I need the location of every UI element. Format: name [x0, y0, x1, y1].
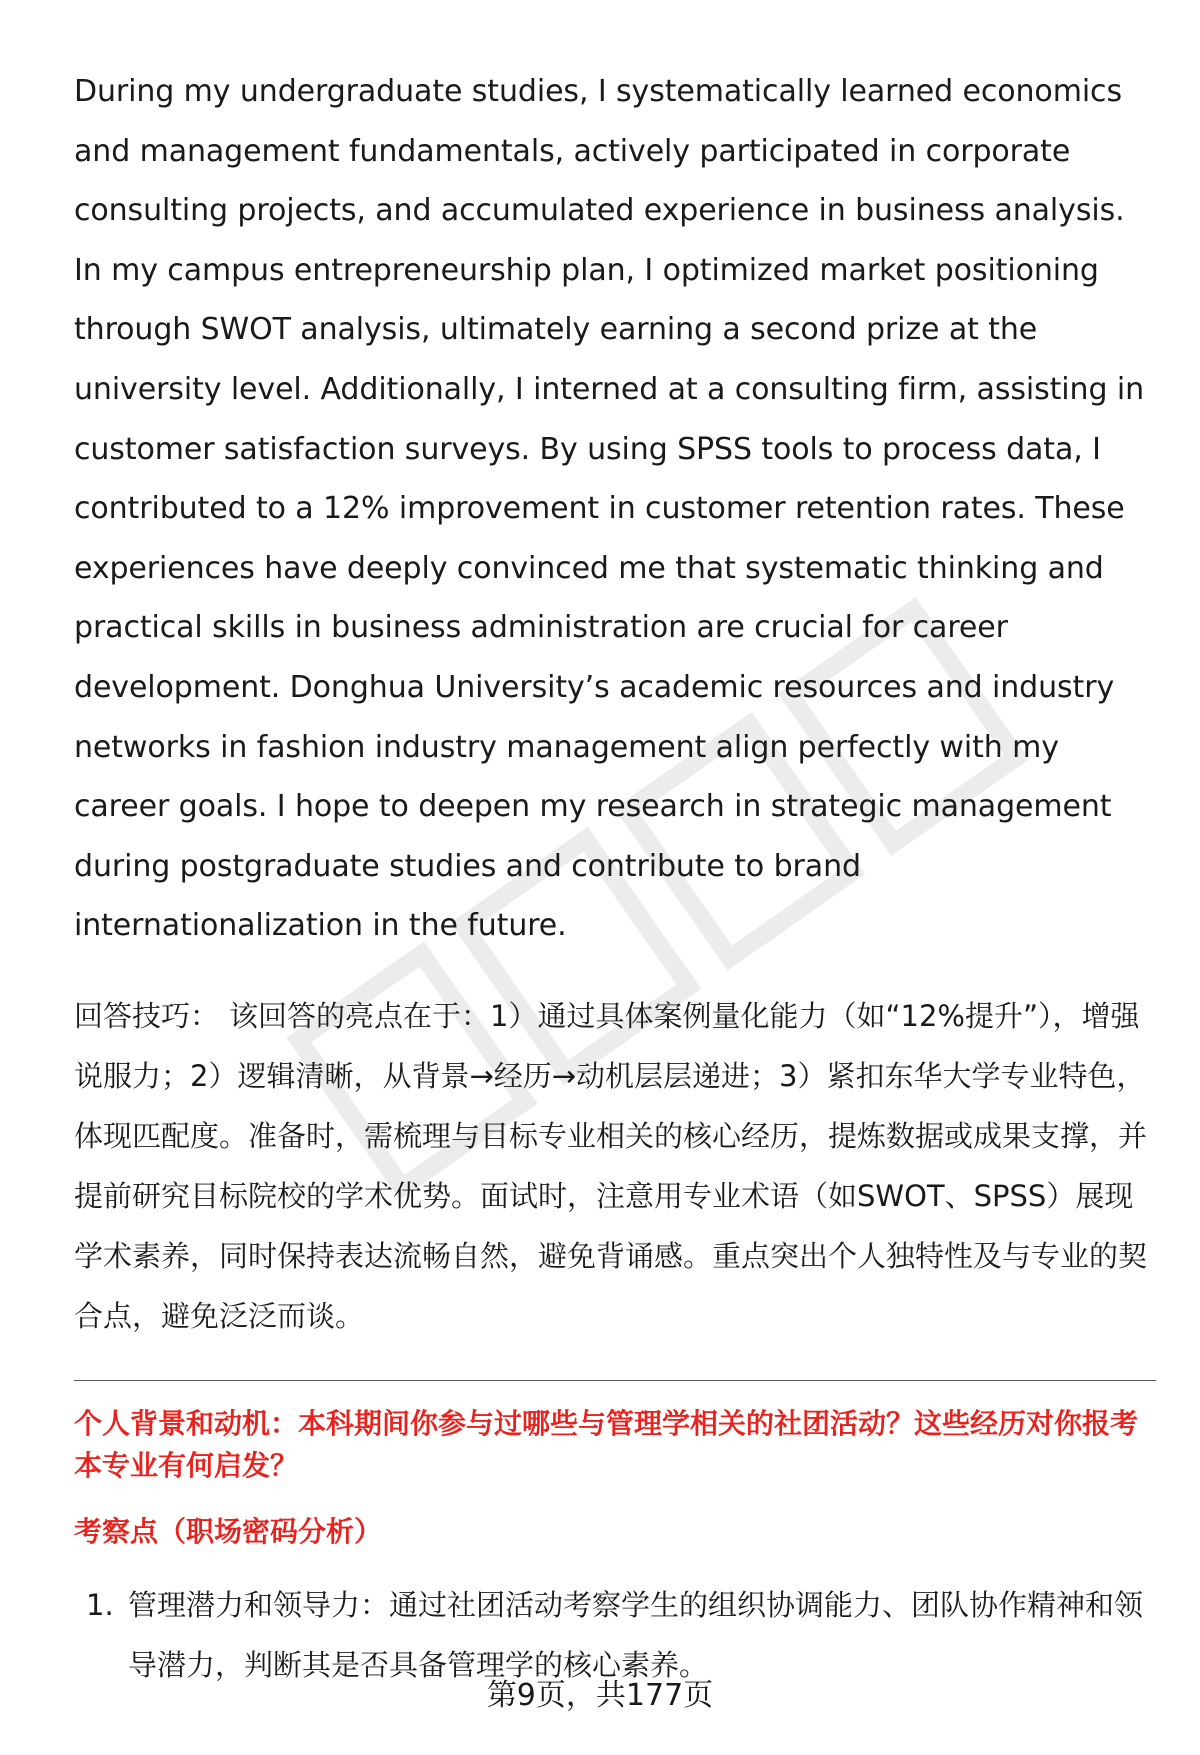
section-divider: [74, 1380, 1156, 1381]
answer-tips-paragraph: [74, 986, 1156, 1346]
answer-tips-label: 回答技巧：: [74, 998, 220, 1033]
essay-paragraph: During my undergraduate studies, I systematically learned economics and management fundamentals, actively participated in corporate consulting projects, and accumulated experience in business analysis. In my campus entrepreneurship plan, I optimized market positioning through SWOT analysis, ultimately earning a second prize at the university level. Additionally, I interned at a consulting firm, assisting in customer satisfaction surveys. By using SPSS tools to process data, I contributed to a 12% improvement in customer retention rates. These experiences have deeply convinced me that systematic thinking and practical skills in business administration are crucial for career development. Donghua University’s academic resources and industry networks in fashion industry management align perfectly with my career goals. I hope to deepen my research in strategic management during postgraduate studies and contribute to brand internationalization in the future.: [74, 74, 1144, 944]
answer-tips-text: 该回答的亮点在于：1）通过具体案例量化能力（如“12%提升”），增强说服力；2）逻辑清晰，从背景→经历→动机层层递进；3）紧扣东华大学专业特色，体现匹配度。准备时，需梳理与目标专业相关的核心经历，提炼数据或成果支撑，并提前研究目标院校的学术优势。面试时，注意用专业术语（如SWOT、SPSS）展现学术素养，同时保持表达流畅自然，避免背诵感。重点突出个人独特性及与专业的契合点，避免泛泛而谈。: [74, 998, 1148, 1333]
assessment-points-heading: 考察点（职场密码分析）: [74, 1514, 383, 1548]
list-item-text: 管理潜力和领导力：通过社团活动考察学生的组织协调能力、团队协作精神和领导潜力，判断其是否具备管理学的核心素养。: [128, 1587, 1144, 1682]
list-item-number: 1.: [86, 1587, 114, 1622]
page-footer: 第9页，共177页: [486, 1678, 714, 1713]
document-page: [74, 62, 1156, 1695]
question-heading: 个人背景和动机：本科期间你参与过哪些与管理学相关的社团活动？这些经历对你报考本专业有何启发？: [74, 1406, 1139, 1482]
